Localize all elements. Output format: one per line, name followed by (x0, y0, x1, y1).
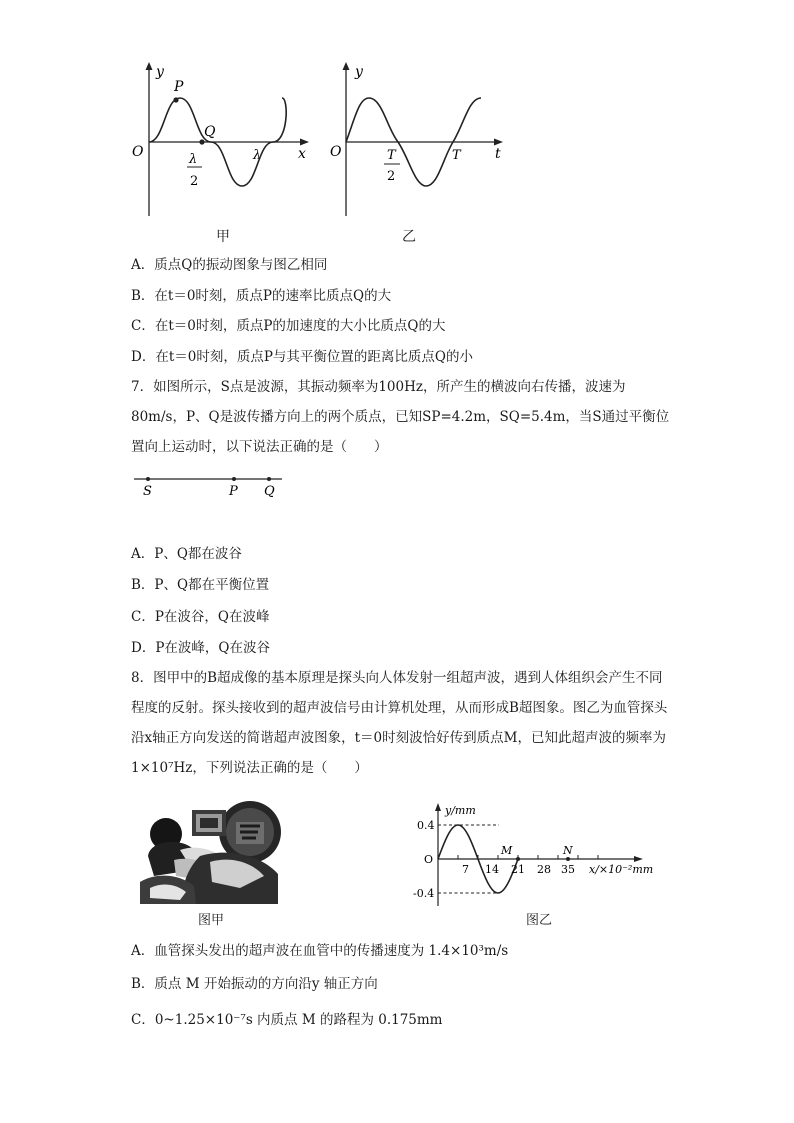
q7-option-a: A．P、Q都在波谷 (131, 546, 242, 562)
t-axis-label: t (495, 146, 501, 162)
y-tick-negative: -0.4 (413, 887, 435, 900)
q7-option-d: D．P在波峰，Q在波谷 (131, 640, 270, 656)
point-p-dot (232, 477, 236, 481)
y-axis-label: y/mm (445, 804, 476, 817)
point-q-dot (199, 139, 204, 144)
y-axis-label: y (156, 64, 164, 80)
x-tick-28: 28 (537, 863, 551, 876)
wave-graph-jia (128, 58, 318, 223)
point-q-label: Q (204, 124, 216, 140)
y-axis-arrow (146, 62, 153, 70)
origin-label: O (424, 853, 434, 866)
t-axis-arrow (494, 139, 503, 146)
y-axis-label: y (355, 64, 363, 80)
point-m-label: M (501, 844, 513, 857)
q8-option-a: A．血管探头发出的超声波在血管中的传播速度为 1.4×10³m/s (131, 943, 509, 959)
y-tick-positive: 0.4 (417, 819, 435, 832)
q6-option-d: D．在t＝0时刻，质点P与其平衡位置的距离比质点Q的小 (131, 349, 473, 365)
origin-label: O (330, 144, 342, 160)
x-axis-label: x (298, 146, 306, 162)
point-q-dot (267, 477, 271, 481)
q8-stem: 8．图甲中的B超成像的基本原理是探头向人体发射一组超声波，遇到人体组织会产生不同程度的反射。探头接收到的超声波信号由计算机处理，从而形成B超图象。图乙为血管探头沿x轴正方向发送的简谐超声波图象，t＝0时刻波恰好传到质点M，已知此超声波的频率为1×10⁷Hz，下列说法正确的是（ ） (131, 670, 668, 776)
origin-label: O (132, 144, 144, 160)
q8-option-b: B．质点 M 开始振动的方向沿y 轴正方向 (131, 976, 378, 992)
x-axis-arrow (300, 139, 309, 146)
wave-curve-tail (273, 98, 285, 142)
q7-line-diagram (128, 470, 288, 500)
half-period-denominator: 2 (387, 169, 396, 184)
point-n-dot (566, 857, 570, 861)
q6-option-b: B．在t＝0时刻，质点P的速率比质点Q的大 (131, 288, 392, 304)
figure-caption-jia: 甲 (216, 229, 230, 245)
x-tick-7: 7 (462, 863, 469, 876)
x-axis-label: x/×10⁻²mm (589, 863, 654, 876)
b-ultrasound-photo (140, 796, 282, 904)
q7-option-b: B．P、Q都在平衡位置 (131, 577, 270, 593)
q6-option-c: C．在t＝0时刻，质点P的加速度的大小比质点Q的大 (131, 318, 446, 334)
period-label: T (452, 148, 461, 163)
point-q-label: Q (264, 484, 275, 499)
wave-graph-yi (325, 58, 515, 223)
point-m-dot (516, 857, 520, 861)
point-n-label: N (563, 844, 573, 857)
half-lambda-denominator: 2 (190, 174, 199, 189)
x-tick-14: 14 (485, 863, 499, 876)
point-p-label: P (229, 484, 238, 499)
figure-caption-yi: 乙 (402, 229, 416, 245)
y-axis-arrow (343, 62, 350, 70)
point-s-label: S (143, 484, 152, 499)
ultrasound-wave-graph (405, 800, 660, 910)
q6-option-a: A．质点Q的振动图象与图乙相同 (131, 257, 328, 273)
y-axis-arrow (435, 803, 441, 811)
x-tick-21: 21 (511, 863, 525, 876)
q7-option-c: C．P在波谷，Q在波峰 (131, 609, 270, 625)
point-p-dot (173, 97, 178, 102)
half-period-numerator: T (387, 148, 396, 163)
q8-option-c: C．0~1.25×10⁻⁷s 内质点 M 的路程为 0.175mm (131, 1012, 443, 1028)
x-tick-35: 35 (561, 863, 575, 876)
point-s-dot (146, 477, 150, 481)
x-axis-arrow (634, 856, 643, 862)
point-p-label: P (174, 79, 184, 95)
half-lambda-numerator: λ (189, 152, 198, 167)
q7-stem: 7．如图所示，S点是波源，其振动频率为100Hz，所产生的横波向右传播，波速为80m/s，P、Q是波传播方向上的两个质点，已知SP=4.2m，SQ=5.4m，当S通过平衡位置向上运动时，以下说法正确的是（ ） (131, 379, 670, 455)
lambda-label: λ (253, 148, 262, 163)
figure-caption-tu-yi: 图乙 (526, 913, 553, 928)
figure-caption-tu-jia: 图甲 (198, 913, 225, 928)
